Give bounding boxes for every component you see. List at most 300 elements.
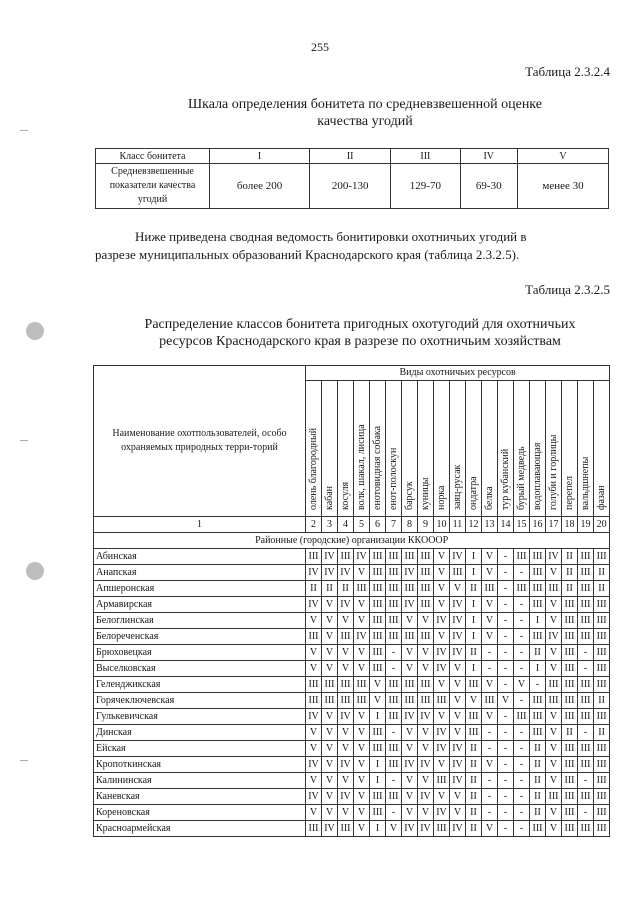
- organization-name: Армавирская: [94, 597, 306, 613]
- bonitet-class-cell: -: [514, 629, 530, 645]
- bonitet-class-cell: IV: [402, 597, 418, 613]
- organization-name: Брюховецкая: [94, 645, 306, 661]
- table-row: [94, 725, 610, 741]
- bonitet-class-cell: V: [546, 725, 562, 741]
- bonitet-class-cell: II: [338, 581, 354, 597]
- bonitet-class-cell: III: [370, 789, 386, 805]
- bonitet-class-cell: -: [578, 773, 594, 789]
- column-number: 4: [338, 517, 354, 533]
- bonitet-class-cell: I: [466, 613, 482, 629]
- bonitet-class-cell: III: [594, 789, 610, 805]
- bonitet-class-cell: V: [402, 661, 418, 677]
- bonitet-class-cell: IV: [338, 757, 354, 773]
- scale-values-row: [96, 164, 609, 209]
- bonitet-class-cell: V: [306, 725, 322, 741]
- bonitet-class-cell: III: [338, 693, 354, 709]
- organization-name: Красноармейская: [94, 821, 306, 837]
- species-header: [434, 381, 450, 517]
- bonitet-class-cell: -: [386, 725, 402, 741]
- table-row: [94, 677, 610, 693]
- bonitet-class-cell: -: [498, 581, 514, 597]
- bonitet-class-cell: III: [594, 677, 610, 693]
- scale-class-1: I: [210, 149, 310, 164]
- bonitet-class-cell: II: [466, 773, 482, 789]
- bonitet-class-cell: V: [546, 661, 562, 677]
- bonitet-class-cell: II: [466, 645, 482, 661]
- bonitet-class-cell: -: [578, 725, 594, 741]
- bonitet-class-cell: III: [562, 773, 578, 789]
- bonitet-class-cell: III: [594, 629, 610, 645]
- species-label: заяц-русак: [452, 464, 463, 510]
- bonitet-class-cell: III: [562, 757, 578, 773]
- bonitet-class-cell: V: [482, 565, 498, 581]
- bonitet-class-cell: III: [386, 693, 402, 709]
- bonitet-class-cell: IV: [450, 645, 466, 661]
- table-row: [94, 565, 610, 581]
- bonitet-class-cell: V: [434, 757, 450, 773]
- bonitet-class-cell: V: [354, 597, 370, 613]
- bonitet-class-cell: I: [370, 709, 386, 725]
- bonitet-class-cell: IV: [450, 757, 466, 773]
- bonitet-class-cell: II: [530, 741, 546, 757]
- table-row: [94, 549, 610, 565]
- bonitet-class-cell: III: [386, 565, 402, 581]
- bonitet-class-cell: V: [354, 725, 370, 741]
- bonitet-class-cell: III: [562, 597, 578, 613]
- bonitet-class-cell: -: [498, 757, 514, 773]
- bonitet-class-cell: -: [498, 613, 514, 629]
- bonitet-class-cell: III: [434, 773, 450, 789]
- column-number: 2: [306, 517, 322, 533]
- bonitet-class-cell: III: [530, 693, 546, 709]
- bonitet-class-cell: V: [322, 757, 338, 773]
- bonitet-class-cell: III: [322, 693, 338, 709]
- bonitet-class-cell: V: [306, 645, 322, 661]
- bonitet-class-cell: III: [338, 549, 354, 565]
- organization-name: Каневская: [94, 789, 306, 805]
- table-row: [94, 597, 610, 613]
- bonitet-class-cell: V: [322, 725, 338, 741]
- bonitet-class-cell: III: [562, 709, 578, 725]
- bonitet-class-cell: V: [306, 773, 322, 789]
- bonitet-class-cell: V: [482, 821, 498, 837]
- column-number: 7: [386, 517, 402, 533]
- bonitet-class-cell: IV: [450, 613, 466, 629]
- bonitet-class-cell: V: [402, 613, 418, 629]
- bonitet-class-cell: V: [402, 645, 418, 661]
- species-header: [402, 381, 418, 517]
- bonitet-class-cell: V: [354, 565, 370, 581]
- bonitet-class-cell: III: [578, 549, 594, 565]
- bonitet-class-cell: V: [418, 645, 434, 661]
- bonitet-class-cell: II: [530, 805, 546, 821]
- bonitet-class-cell: V: [450, 693, 466, 709]
- bonitet-class-cell: -: [482, 661, 498, 677]
- bonitet-class-cell: III: [354, 677, 370, 693]
- organization-name: Горячеключевская: [94, 693, 306, 709]
- species-label: косуля: [340, 481, 351, 510]
- table-label-2-3-2-5: Таблица 2.3.2.5: [525, 282, 610, 297]
- bonitet-class-cell: II: [562, 565, 578, 581]
- bonitet-class-cell: V: [434, 549, 450, 565]
- column-number: 5: [354, 517, 370, 533]
- column-number: 17: [546, 517, 562, 533]
- bonitet-class-cell: V: [546, 645, 562, 661]
- bonitet-class-cell: II: [530, 789, 546, 805]
- bonitet-class-cell: V: [322, 597, 338, 613]
- species-label: вальдшнепы: [580, 456, 591, 510]
- species-label: голуби и горлицы: [548, 434, 559, 510]
- table-row: [94, 581, 610, 597]
- bonitet-class-cell: III: [370, 661, 386, 677]
- bonitet-class-cell: -: [530, 677, 546, 693]
- bonitet-class-cell: -: [498, 741, 514, 757]
- organization-name: Анапская: [94, 565, 306, 581]
- bonitet-class-cell: V: [450, 661, 466, 677]
- bonitet-class-cell: V: [434, 789, 450, 805]
- bonitet-class-cell: II: [594, 693, 610, 709]
- bonitet-class-cell: -: [498, 789, 514, 805]
- bonitet-class-cell: III: [514, 581, 530, 597]
- bonitet-class-cell: III: [386, 741, 402, 757]
- bonitet-class-cell: III: [594, 613, 610, 629]
- bonitet-class-cell: III: [418, 693, 434, 709]
- bonitet-class-cell: V: [354, 789, 370, 805]
- bonitet-class-cell: III: [386, 613, 402, 629]
- bonitet-distribution-table: [93, 365, 610, 837]
- bonitet-class-cell: IV: [402, 821, 418, 837]
- scale-class-5: V: [517, 149, 608, 164]
- bonitet-class-cell: III: [434, 821, 450, 837]
- bonitet-class-cell: III: [514, 709, 530, 725]
- bonitet-class-cell: V: [354, 821, 370, 837]
- bonitet-class-cell: V: [322, 629, 338, 645]
- bonitet-class-cell: II: [562, 581, 578, 597]
- punch-hole-top: [26, 322, 44, 340]
- column-number: 20: [594, 517, 610, 533]
- bonitet-class-cell: IV: [418, 757, 434, 773]
- organization-name: Калининская: [94, 773, 306, 789]
- bonitet-class-cell: V: [546, 597, 562, 613]
- bonitet-class-cell: III: [562, 821, 578, 837]
- organization-name: Динская: [94, 725, 306, 741]
- organization-name: Геленджикская: [94, 677, 306, 693]
- bonitet-class-cell: III: [594, 805, 610, 821]
- section-row: [94, 533, 610, 549]
- bonitet-class-cell: -: [514, 725, 530, 741]
- bonitet-class-cell: III: [402, 629, 418, 645]
- bonitet-class-cell: III: [562, 741, 578, 757]
- bonitet-class-cell: IV: [306, 709, 322, 725]
- column-number: 8: [402, 517, 418, 533]
- bonitet-class-cell: V: [338, 645, 354, 661]
- bonitet-class-cell: V: [434, 629, 450, 645]
- bonitet-class-cell: V: [418, 725, 434, 741]
- bonitet-class-cell: III: [370, 725, 386, 741]
- table-row: [94, 773, 610, 789]
- species-header: [466, 381, 482, 517]
- bonitet-class-cell: V: [370, 693, 386, 709]
- bonitet-class-cell: V: [322, 789, 338, 805]
- bonitet-class-cell: IV: [306, 789, 322, 805]
- bonitet-class-cell: III: [418, 565, 434, 581]
- column-number: 15: [514, 517, 530, 533]
- bonitet-class-cell: III: [370, 565, 386, 581]
- species-label: тур кубанский: [500, 448, 511, 510]
- bonitet-class-cell: IV: [418, 709, 434, 725]
- bonitet-class-cell: -: [498, 549, 514, 565]
- bonitet-class-cell: IV: [434, 805, 450, 821]
- bonitet-class-cell: V: [546, 741, 562, 757]
- bonitet-class-cell: III: [562, 805, 578, 821]
- bonitet-class-cell: IV: [306, 757, 322, 773]
- bonitet-class-cell: -: [498, 821, 514, 837]
- bonitet-class-cell: -: [498, 645, 514, 661]
- bonitet-class-cell: III: [578, 741, 594, 757]
- bonitet-class-cell: V: [546, 821, 562, 837]
- bonitet-class-cell: V: [498, 693, 514, 709]
- bonitet-class-cell: V: [450, 581, 466, 597]
- bonitet-class-cell: -: [386, 661, 402, 677]
- bonitet-class-cell: II: [530, 645, 546, 661]
- organization-name: Абинская: [94, 549, 306, 565]
- column-number: 3: [322, 517, 338, 533]
- bonitet-class-cell: III: [354, 581, 370, 597]
- bonitet-class-cell: IV: [546, 629, 562, 645]
- bonitet-class-cell: III: [578, 789, 594, 805]
- species-header: [386, 381, 402, 517]
- bonitet-class-cell: V: [546, 613, 562, 629]
- bonitet-class-cell: III: [402, 677, 418, 693]
- page-number: 255: [311, 40, 329, 54]
- bonitet-class-cell: III: [402, 693, 418, 709]
- bonitet-class-cell: IV: [434, 661, 450, 677]
- species-header: [562, 381, 578, 517]
- bonitet-class-cell: V: [466, 693, 482, 709]
- bonitet-class-cell: V: [402, 725, 418, 741]
- bonitet-class-cell: V: [434, 709, 450, 725]
- bonitet-class-cell: V: [418, 661, 434, 677]
- bonitet-class-cell: III: [338, 821, 354, 837]
- bonitet-class-cell: II: [530, 773, 546, 789]
- margin-mark: [20, 440, 28, 441]
- bonitet-class-cell: II: [562, 725, 578, 741]
- bonitet-class-cell: III: [578, 757, 594, 773]
- bonitet-class-cell: III: [338, 629, 354, 645]
- species-label: барсук: [404, 481, 415, 510]
- scale-class-2: II: [310, 149, 391, 164]
- bonitet-class-cell: III: [530, 629, 546, 645]
- bonitet-class-cell: V: [418, 741, 434, 757]
- bonitet-class-cell: IV: [402, 757, 418, 773]
- bonitet-class-cell: III: [514, 549, 530, 565]
- scale-class-row: [96, 149, 609, 164]
- bonitet-class-cell: -: [514, 789, 530, 805]
- scale-value-2: 200-130: [310, 164, 391, 209]
- bonitet-class-cell: V: [306, 613, 322, 629]
- bonitet-class-cell: III: [418, 581, 434, 597]
- table-row: [94, 661, 610, 677]
- bonitet-class-cell: III: [386, 549, 402, 565]
- bonitet-class-cell: -: [482, 725, 498, 741]
- bonitet-class-cell: IV: [434, 613, 450, 629]
- bonitet-class-cell: III: [578, 677, 594, 693]
- bonitet-class-cell: III: [594, 773, 610, 789]
- species-header: [338, 381, 354, 517]
- bonitet-class-cell: -: [514, 741, 530, 757]
- bonitet-class-cell: V: [546, 709, 562, 725]
- bonitet-class-cell: III: [370, 629, 386, 645]
- organization-name: Выселковская: [94, 661, 306, 677]
- bonitet-class-cell: -: [514, 565, 530, 581]
- bonitet-class-cell: V: [482, 677, 498, 693]
- bonitet-class-cell: III: [306, 821, 322, 837]
- column-number: 10: [434, 517, 450, 533]
- table-row: [94, 821, 610, 837]
- bonitet-class-cell: I: [466, 597, 482, 613]
- bonitet-class-cell: IV: [322, 821, 338, 837]
- bonitet-class-cell: IV: [450, 821, 466, 837]
- bonitet-class-cell: V: [482, 549, 498, 565]
- bonitet-class-cell: V: [338, 805, 354, 821]
- scale-value-1: более 200: [210, 164, 310, 209]
- bonitet-class-cell: -: [514, 821, 530, 837]
- table1-title: [45, 96, 640, 130]
- organization-name: Кропоткинская: [94, 757, 306, 773]
- scale-class-3: III: [391, 149, 460, 164]
- bonitet-class-cell: V: [402, 805, 418, 821]
- bonitet-class-cell: III: [562, 677, 578, 693]
- table-row: [94, 709, 610, 725]
- column-number-row: [94, 517, 610, 533]
- bonitet-class-cell: V: [354, 709, 370, 725]
- bonitet-class-cell: III: [594, 757, 610, 773]
- table-row: [94, 693, 610, 709]
- table1-title-line1: Шкала определения бонитета по средневзвешенной оценке: [188, 97, 542, 112]
- species-label: кабан: [324, 485, 335, 510]
- table-row: [94, 805, 610, 821]
- bonitet-class-cell: V: [482, 597, 498, 613]
- margin-mark: [20, 760, 28, 761]
- bonitet-class-cell: III: [594, 661, 610, 677]
- bonitet-class-cell: V: [306, 741, 322, 757]
- bonitet-class-cell: III: [370, 581, 386, 597]
- bonitet-class-cell: -: [514, 693, 530, 709]
- bonitet-class-cell: -: [498, 725, 514, 741]
- bonitet-class-cell: III: [546, 789, 562, 805]
- bonitet-class-cell: III: [306, 629, 322, 645]
- bonitet-class-cell: IV: [450, 597, 466, 613]
- species-header: [514, 381, 530, 517]
- bonitet-class-cell: IV: [338, 565, 354, 581]
- bonitet-class-cell: III: [546, 693, 562, 709]
- bonitet-class-cell: III: [594, 821, 610, 837]
- bonitet-class-cell: III: [386, 581, 402, 597]
- bonitet-class-cell: III: [338, 677, 354, 693]
- bonitet-class-cell: I: [370, 821, 386, 837]
- species-label: енотовидная собака: [372, 425, 383, 510]
- bonitet-scale-table: [95, 148, 609, 209]
- bonitet-class-cell: III: [530, 725, 546, 741]
- bonitet-class-cell: V: [482, 757, 498, 773]
- bonitet-class-cell: III: [594, 709, 610, 725]
- bonitet-class-cell: III: [386, 757, 402, 773]
- bonitet-class-cell: IV: [546, 549, 562, 565]
- bonitet-class-cell: V: [322, 613, 338, 629]
- bonitet-class-cell: -: [514, 773, 530, 789]
- bonitet-class-cell: V: [322, 709, 338, 725]
- bonitet-class-cell: -: [386, 773, 402, 789]
- bonitet-class-cell: III: [306, 677, 322, 693]
- scale-values-header-line1: Средневзвешенные: [111, 166, 194, 177]
- bonitet-class-cell: III: [370, 549, 386, 565]
- bonitet-class-cell: V: [482, 629, 498, 645]
- bonitet-class-cell: III: [370, 597, 386, 613]
- bonitet-class-cell: V: [322, 805, 338, 821]
- bonitet-class-cell: IV: [434, 725, 450, 741]
- margin-mark: [20, 130, 28, 131]
- species-label: енот-полоскун: [388, 447, 399, 510]
- column-number: 11: [450, 517, 466, 533]
- bonitet-class-cell: II: [594, 581, 610, 597]
- bonitet-class-cell: -: [498, 629, 514, 645]
- bonitet-class-cell: III: [578, 709, 594, 725]
- bonitet-class-cell: I: [530, 613, 546, 629]
- bonitet-class-cell: V: [418, 805, 434, 821]
- species-header: [546, 381, 562, 517]
- group-header-row: [94, 366, 610, 381]
- bonitet-class-cell: -: [514, 597, 530, 613]
- bonitet-class-cell: III: [418, 677, 434, 693]
- bonitet-class-cell: V: [482, 613, 498, 629]
- table-row: [94, 613, 610, 629]
- bonitet-class-cell: III: [594, 741, 610, 757]
- bonitet-class-cell: V: [402, 741, 418, 757]
- bonitet-class-cell: V: [370, 677, 386, 693]
- bonitet-class-cell: III: [370, 613, 386, 629]
- bonitet-class-cell: II: [466, 757, 482, 773]
- bonitet-class-cell: IV: [450, 549, 466, 565]
- column-number: 9: [418, 517, 434, 533]
- species-label: куницы: [420, 477, 431, 510]
- bonitet-class-cell: IV: [450, 773, 466, 789]
- bonitet-class-cell: V: [354, 613, 370, 629]
- bonitet-class-cell: III: [530, 821, 546, 837]
- bonitet-class-cell: III: [370, 805, 386, 821]
- bonitet-class-cell: III: [418, 597, 434, 613]
- bonitet-class-cell: V: [322, 645, 338, 661]
- species-header: [482, 381, 498, 517]
- bonitet-class-cell: III: [594, 549, 610, 565]
- species-header: [450, 381, 466, 517]
- species-label: фазан: [596, 485, 608, 510]
- bonitet-class-cell: III: [578, 629, 594, 645]
- bonitet-class-cell: IV: [434, 741, 450, 757]
- bonitet-class-cell: III: [450, 565, 466, 581]
- bonitet-class-cell: III: [354, 693, 370, 709]
- bonitet-class-cell: V: [354, 805, 370, 821]
- bonitet-class-cell: -: [514, 661, 530, 677]
- bonitet-class-cell: -: [498, 805, 514, 821]
- species-header: [418, 381, 434, 517]
- organization-name: Гулькевичская: [94, 709, 306, 725]
- bonitet-class-cell: II: [466, 741, 482, 757]
- bonitet-class-cell: IV: [338, 709, 354, 725]
- column-number: 19: [578, 517, 594, 533]
- bonitet-class-cell: V: [306, 805, 322, 821]
- bonitet-class-cell: V: [386, 821, 402, 837]
- bonitet-class-cell: -: [498, 677, 514, 693]
